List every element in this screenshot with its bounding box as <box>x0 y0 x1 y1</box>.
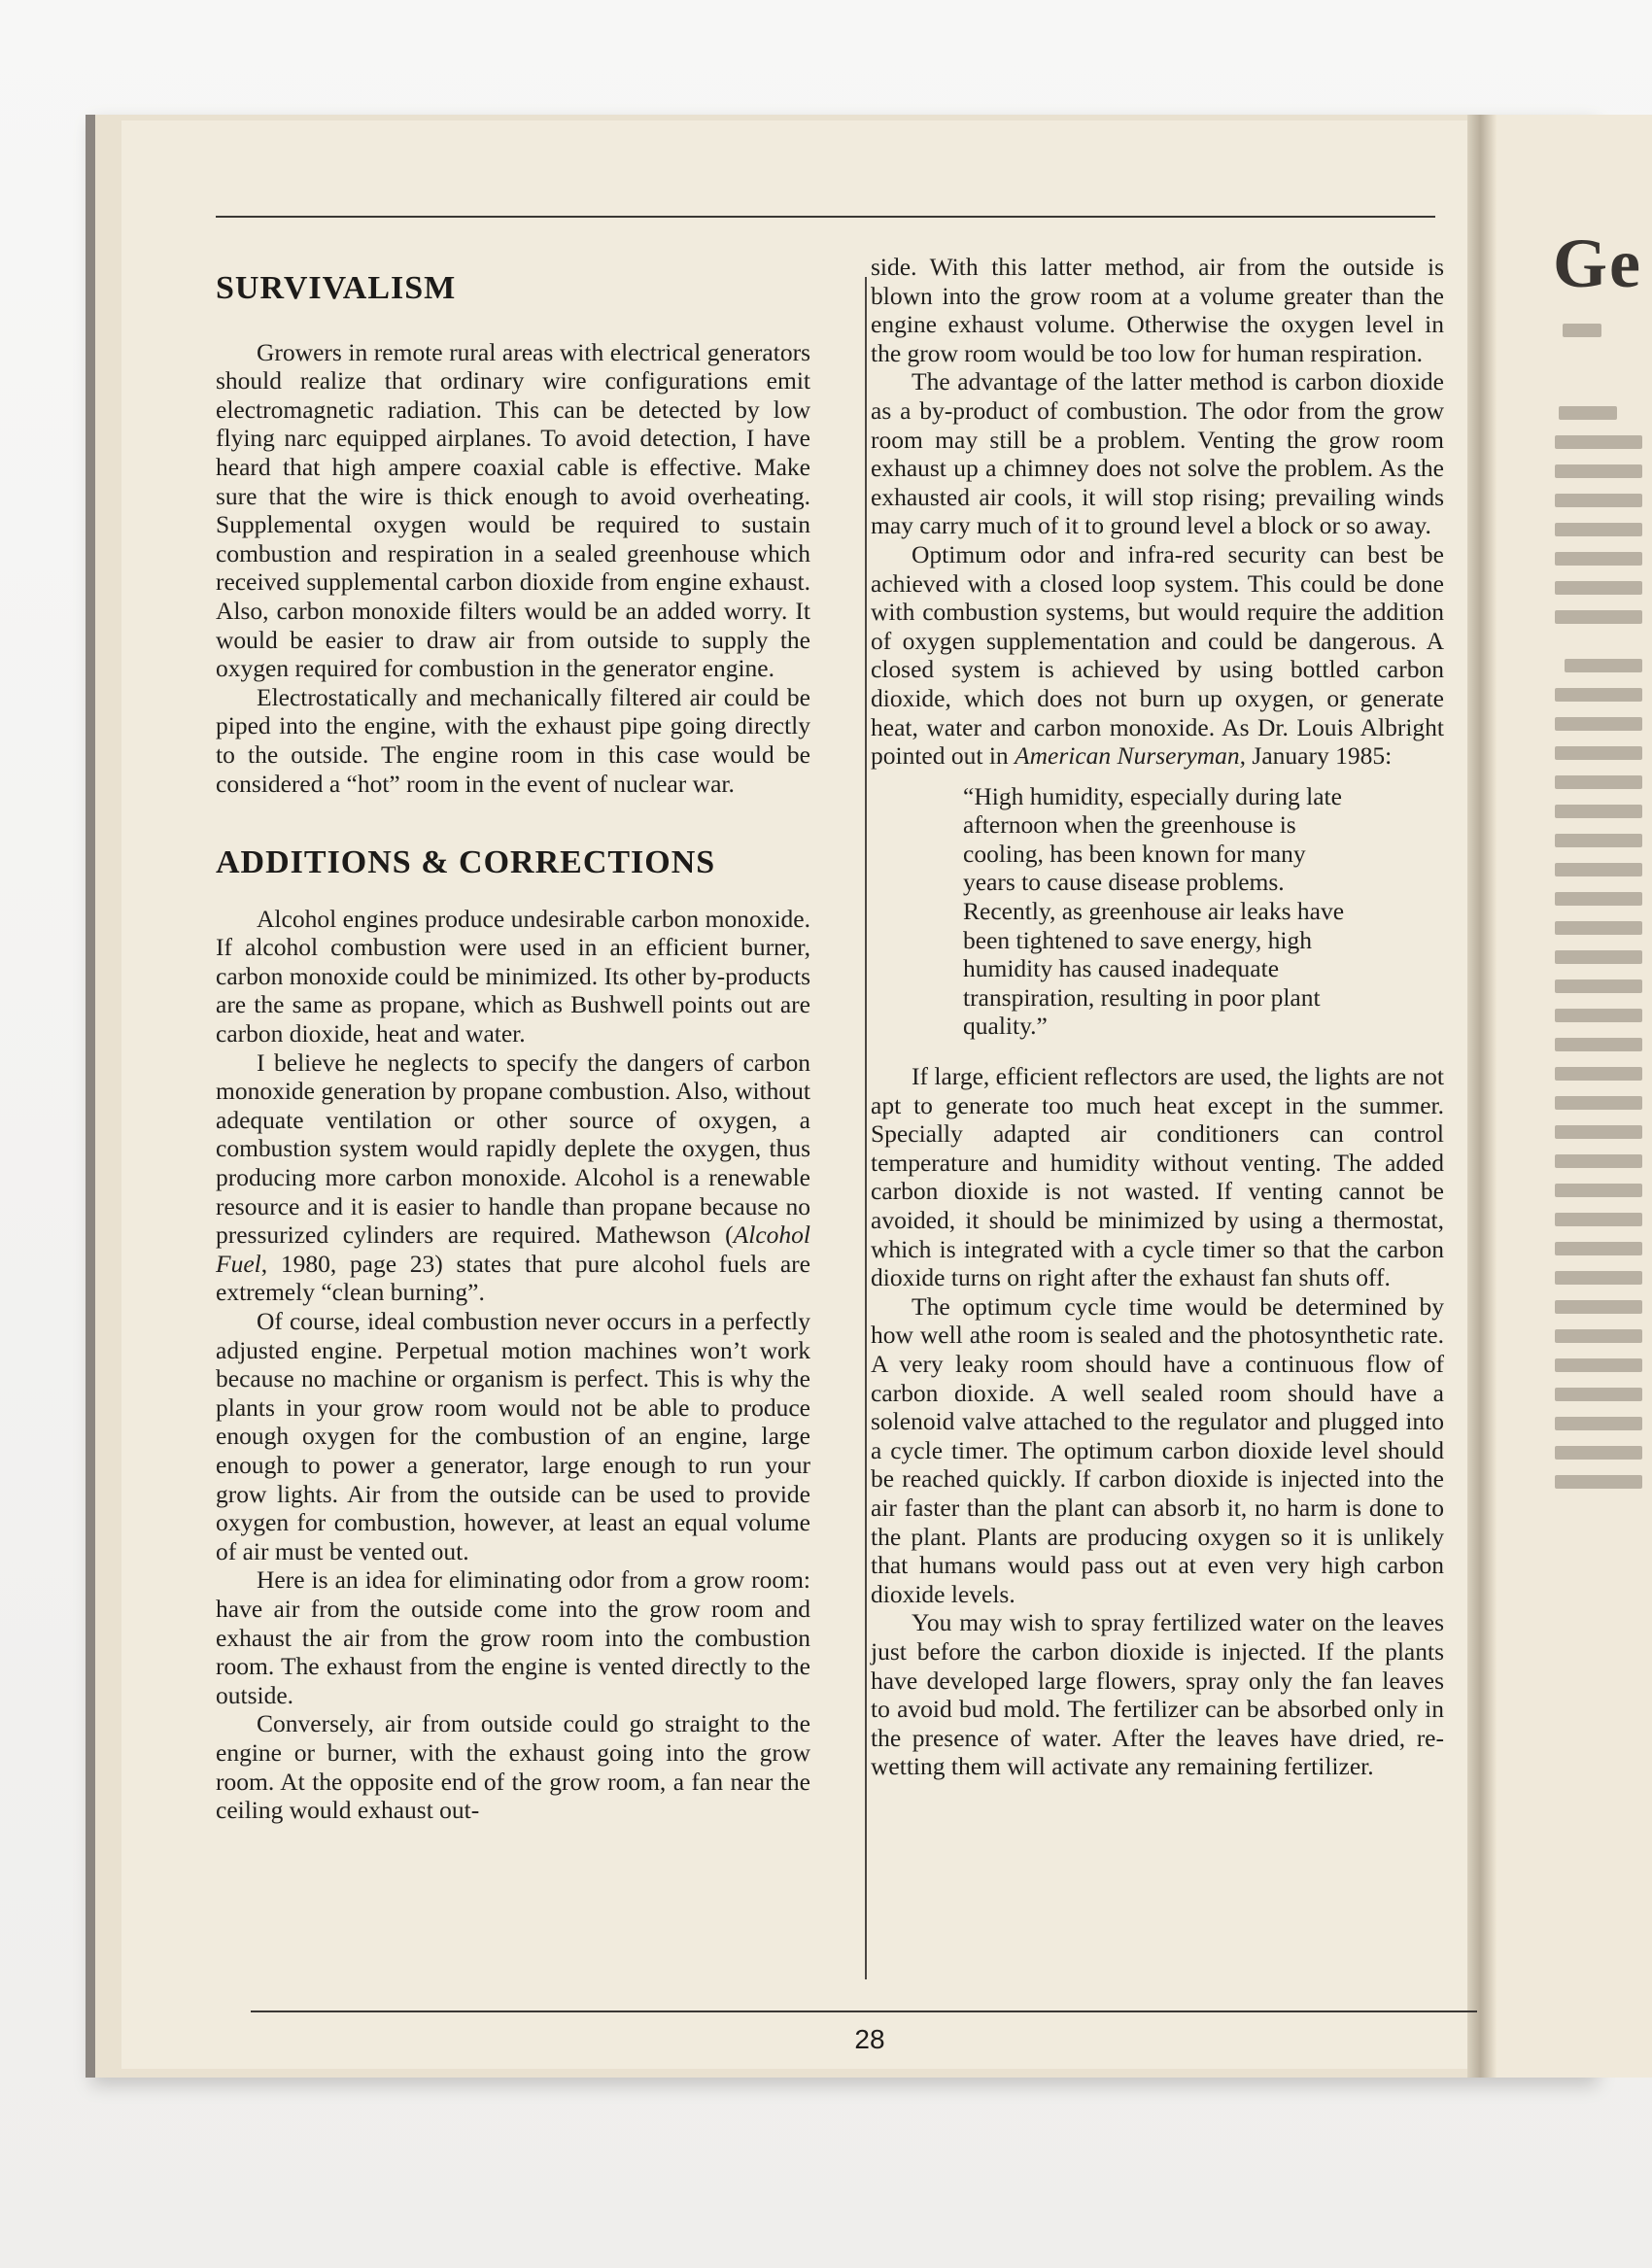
next-page-edge <box>1497 115 1652 2078</box>
next-page-text-line <box>1555 921 1642 935</box>
next-page-text-line <box>1555 1184 1642 1197</box>
next-page-text-line <box>1555 1300 1642 1314</box>
paragraph: Alcohol engines produce undesirable carbon monoxide. If alcohol combustion were used in an efficient burner, carbon monoxide could be minimized. Its other by-products are the same as propane, which as Bushwell points out are carbon dioxide, heat and water. <box>216 904 810 1048</box>
next-page-text-line <box>1565 659 1642 672</box>
next-page-text-line <box>1555 1358 1642 1372</box>
next-page-text-line <box>1555 610 1642 624</box>
next-page-text-line <box>1555 581 1642 595</box>
text-run: , 1980, page 23) states that pure alcohol fuels are extremely “clean burning”. <box>216 1249 810 1307</box>
top-rule <box>216 216 1435 218</box>
paragraph: Here is an idea for eliminating odor from a grow room: have air from the outside come into the grow room and exhaust the air from the grow room into the combustion room. The exhaust from the engine is vented directly to the outside. <box>216 1565 810 1709</box>
next-page-title-fragment: Ge <box>1553 224 1642 302</box>
next-page-text-line <box>1555 1417 1642 1430</box>
next-page-text-line <box>1555 1271 1642 1285</box>
next-page-text-line <box>1555 494 1642 507</box>
heading-additions-corrections: ADDITIONS & CORRECTIONS <box>216 844 716 881</box>
next-page-text-line <box>1555 1329 1642 1343</box>
quote-text: “High humidity, especially during late afternoon when the greenhouse is cooling, has been known for many years to cause disease problems. Recently, as greenhouse air leaks have been tightened to save energy, high humidity has caused inadequate transpiration, resulting in poor plant quality.” <box>963 781 1345 1041</box>
paragraph-albright <box>871 540 1444 771</box>
page-number: 28 <box>854 2024 885 2054</box>
book-title: Alcohol Fuel <box>216 1220 810 1278</box>
next-page-text-line <box>1555 464 1642 478</box>
text-run: January 1985: <box>1246 741 1393 771</box>
next-page-text-line <box>1555 1125 1642 1139</box>
next-page-text-line <box>1555 1096 1642 1110</box>
next-page-text-line <box>1555 1154 1642 1168</box>
column-divider <box>865 277 867 1979</box>
right-column <box>871 253 1444 1781</box>
next-page-text-line <box>1555 1213 1642 1226</box>
heading-survivalism: SURVIVALISM <box>216 270 457 306</box>
next-page-text-line <box>1555 1067 1642 1081</box>
paragraph: The advantage of the latter method is carbon dioxide as a by-product of combustion. The odor from the grow room may still be a problem. Venting the grow room exhaust up a chimney does not solve the problem. As the exhausted air cools, it will stop rising; prevailing winds may carry much of it to ground level a block or so away. <box>871 367 1444 540</box>
paragraph: Growers in remote rural areas with electrical generators should realize that ordinary wire configurations emit electromagnetic radiation. This can be detected by low flying narc equipped airplanes. To avoid detection, I have heard that high ampere coaxial cable is effective. Make sure that the wire is thick enough to avoid overheating. Supplemental oxygen would be required to sustain combustion and respiration in a sealed greenhouse which received supplemental carbon dioxide from engine exhaust. Also, carbon monoxide filters would be an added worry. It would be easier to draw air from outside to supply the oxygen required for combustion in the generator engine. <box>216 337 810 683</box>
left-column <box>216 270 810 1825</box>
block-quote <box>963 782 1357 1041</box>
next-page-text-line <box>1555 1388 1642 1401</box>
next-page-text-line <box>1555 523 1642 536</box>
paragraph: Conversely, air from outside could go straight to the engine or burner, with the exhaust going into the grow room. At the opposite end of the grow room, a fan near the ceiling would exhaust out- <box>216 1709 810 1825</box>
next-page-text-line <box>1555 1242 1642 1255</box>
next-page-text-line <box>1555 775 1642 789</box>
next-page-text-line <box>1555 1009 1642 1022</box>
page-gutter <box>1467 115 1497 2078</box>
paragraph: side. With this latter method, air from the outside is blown into the grow room at a volume greater than the engine exhaust volume. Otherwise the oxygen level in the grow room would be too low for human respiration. <box>871 253 1444 367</box>
next-page-text-line <box>1555 688 1642 702</box>
next-page-text-line <box>1555 717 1642 731</box>
text-run: Optimum odor and infra-red security can best be achieved with a closed loop system. This could be done with combustion systems, but would require the addition of oxygen supplementation and could be dangerous. A closed system is achieved by using bottled carbon dioxide, which does not burn up oxygen, or generate heat, water and carbon monoxide. As Dr. Louis Albright pointed out in <box>871 539 1444 771</box>
publication-title: American Nurseryman, <box>1015 741 1247 771</box>
next-page-text-line <box>1559 406 1617 420</box>
next-page-text-line <box>1555 1475 1642 1489</box>
paragraph: Electrostatically and mechanically filtered air could be piped into the engine, with the exhaust pipe going directly to the outside. The engine room in this case would be considered a “hot” room in the event of nuclear war. <box>216 682 810 798</box>
next-page-text-line <box>1555 1446 1642 1460</box>
paragraph: You may wish to spray fertilized water on the leaves just before the carbon dioxide is injected. If the plants have developed large flowers, spray only the fan leaves to avoid bud mold. The fertilizer can be absorbed only in the presence of water. After the leaves have dried, re-wetting them will activate any remaining fertilizer. <box>871 1608 1444 1781</box>
next-page-text-line <box>1555 435 1642 449</box>
paragraph: If large, efficient reflectors are used, the lights are not apt to generate too much heat except in the summer. Specially adapted air conditioners can control temperature and humidity without venting. The added carbon dioxide is not wasted. If venting cannot be avoided, it should be minimized by using a thermostat, which is integrated with a cycle timer so that the carbon dioxide turns on right after the exhaust fan shuts off. <box>871 1062 1444 1292</box>
paragraph: The optimum cycle time would be determined by how well athe room is sealed and the photosynthetic rate. A very leaky room should have a continuous flow of carbon dioxide. A well sealed room should have a solenoid valve attached to the regulator and plugged into a cycle timer. The optimum carbon dioxide level should be reached quickly. If carbon dioxide is injected into the air faster than the plant can absorb it, no harm is done to the plant. Plants are producing oxygen so it is unlikely that humans would pass out at even very high carbon dioxide levels. <box>871 1291 1444 1608</box>
next-page-text-line <box>1555 892 1642 906</box>
next-page-text-line <box>1555 552 1642 566</box>
paragraph: Of course, ideal combustion never occurs in a perfectly adjusted engine. Perpetual motion machines won’t work because no machine or organism is perfect. This is why the plants in your grow room would not be able to produce enough oxygen for the combustion of an engine, large enough to power a generator, large enough to run your grow lights. Air from the outside can be used to provide oxygen for combustion, however, at least an equal volume of air must be vented out. <box>216 1307 810 1565</box>
next-page-text-line <box>1555 950 1642 964</box>
next-page-text-line <box>1555 863 1642 876</box>
next-page-text-line <box>1555 979 1642 993</box>
next-page-text-line <box>1555 1038 1642 1051</box>
bottom-rule <box>251 2010 1477 2012</box>
next-page-text-line <box>1555 834 1642 847</box>
next-page-text-line <box>1563 324 1601 337</box>
paragraph-mathewson <box>216 1048 810 1307</box>
next-page-text-line <box>1555 746 1642 760</box>
text-run: I believe he neglects to specify the dangers of carbon monoxide generation by propane combustion. Also, without adequate ventilation or other source of oxygen, a combustion system would rapidly deplete the oxygen, thus producing more carbon monoxide. Alcohol is a renewable resource and it is easier to handle than propane because no pressurized cylinders are required. Mathewson ( <box>216 1048 810 1250</box>
next-page-text-line <box>1555 805 1642 818</box>
